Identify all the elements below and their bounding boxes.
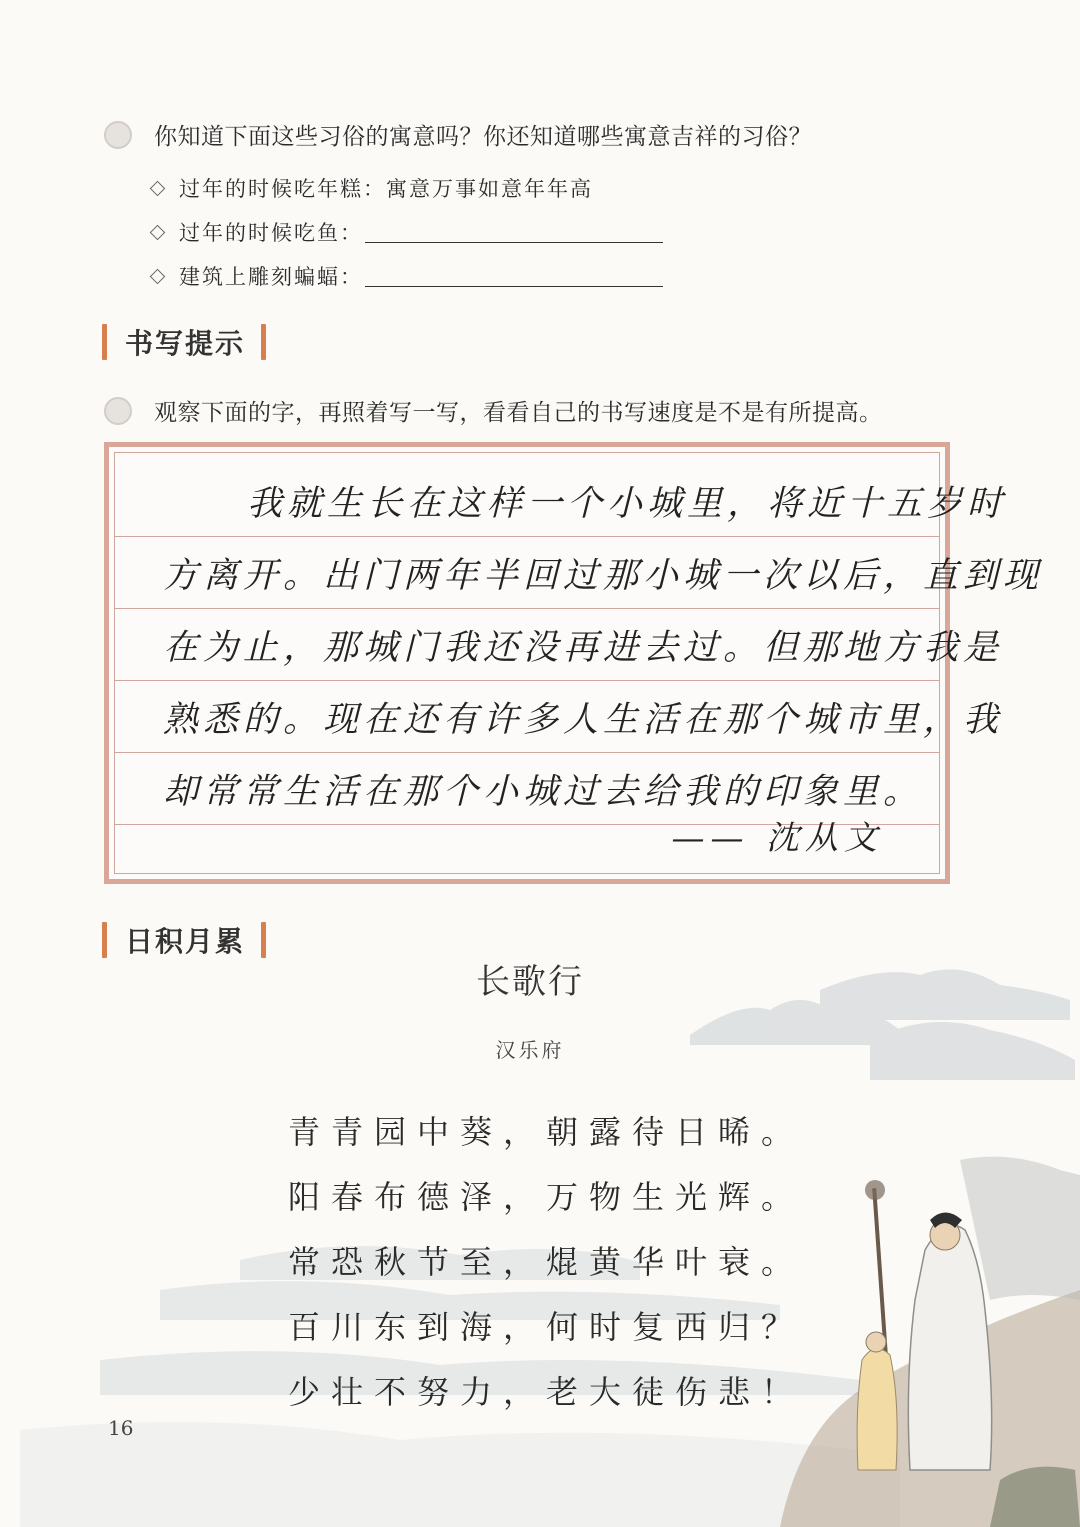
answer-blank[interactable] <box>365 222 663 243</box>
list-item-text: 建筑上雕刻蝙蝠： <box>179 265 363 289</box>
copy-line: 我就生长在这样一个小城里，将近十五岁时 <box>115 465 939 537</box>
list-item <box>150 254 663 298</box>
section-bar <box>102 324 107 360</box>
copy-line: 却常常生活在那个小城过去给我的印象里。 <box>115 753 939 825</box>
copy-line: 在为止，那城门我还没再进去过。但那地方我是 <box>115 609 939 681</box>
page-number: 16 <box>108 1416 134 1440</box>
question-icon <box>104 121 132 149</box>
poem-line: 常恐秋节至，焜黄华叶衰。 <box>288 1243 805 1281</box>
list-item-text: 过年的时候吃年糕：寓意万事如意年年高 <box>179 177 593 201</box>
copy-signature: —— 沈从文 <box>671 818 883 857</box>
diamond-bullet-icon <box>150 180 166 196</box>
section-title: 书写提示 <box>125 327 246 360</box>
section-bar <box>102 922 107 958</box>
question-1-text: 你知道下面这些习俗的寓意吗？你还知道哪些寓意吉祥的习俗？ <box>154 124 812 150</box>
diamond-bullet-icon <box>150 224 166 240</box>
list-item-text: 过年的时候吃鱼： <box>179 221 363 245</box>
poem-author: 汉乐府 <box>495 1038 565 1062</box>
poem-title: 长歌行 <box>476 962 584 1002</box>
list-item <box>150 166 663 210</box>
question-1 <box>104 118 812 151</box>
handwriting-copy-box <box>104 442 1044 884</box>
copy-grid <box>114 452 1044 874</box>
section-title: 日积月累 <box>125 925 246 958</box>
poem-line: 百川东到海，何时复西归？ <box>288 1308 805 1346</box>
copy-line: 熟悉的。现在还有许多人生活在那个城市里，我 <box>115 681 939 753</box>
poem-line: 少壮不努力，老大徒伤悲！ <box>288 1373 805 1411</box>
section-header-writing <box>102 322 266 362</box>
answer-blank[interactable] <box>365 266 663 287</box>
copy-line: 方离开。出门两年半回过那小城一次以后，直到现 <box>115 537 939 609</box>
section-bar <box>261 922 266 958</box>
list-item <box>150 210 663 254</box>
question-2-text: 观察下面的字，再照着写一写，看看自己的书写速度是不是有所提高。 <box>154 400 883 426</box>
poem-body <box>288 1100 804 1425</box>
section-header-poem <box>102 920 266 960</box>
poem-line: 青青园中葵，朝露待日晞。 <box>288 1113 805 1151</box>
section-bar <box>261 324 266 360</box>
question-icon <box>104 397 132 425</box>
poem-line: 阳春布德泽，万物生光辉。 <box>288 1178 805 1216</box>
custom-list <box>150 166 663 298</box>
diamond-bullet-icon <box>150 268 166 284</box>
question-2 <box>104 394 883 427</box>
